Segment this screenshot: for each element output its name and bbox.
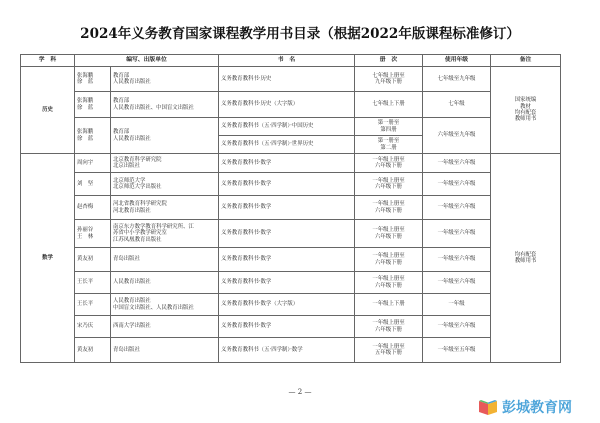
- table-row: [21, 272, 561, 294]
- book-cell: 义务教育教科书·数学: [219, 316, 355, 338]
- author-cell: 黄友初: [75, 248, 111, 272]
- grade-cell: 一年级至六年级: [423, 154, 491, 173]
- table-row: [21, 118, 561, 136]
- book-icon: [477, 397, 499, 417]
- note-history: 国家统编 教材 均有配套 教师用书: [491, 67, 561, 154]
- document-title: 2024年义务教育国家课程教学用书目录（根据2022年版课程标准修订）: [80, 26, 520, 42]
- grade-cell: 七年级: [423, 92, 491, 118]
- subject-history: 历史: [21, 67, 75, 154]
- header-volume: 册 次: [355, 55, 423, 67]
- grade-cell: 一年级至六年级: [423, 173, 491, 196]
- book-cell: 义务教育教科书·数学: [219, 248, 355, 272]
- volume-cell: 一年级上册至 五年级下册: [355, 338, 423, 363]
- table-row: [21, 220, 561, 248]
- publisher-cell: 青岛出版社: [111, 248, 219, 272]
- publisher-cell: 人民教育出版社: [111, 272, 219, 294]
- book-cell: 义务教育教科书（五·四学制）·世界历史: [219, 136, 355, 154]
- author-cell: 刘 坚: [75, 173, 111, 196]
- book-cell: 义务教育教科书·数学: [219, 196, 355, 220]
- book-cell: 义务教育教科书·数学（大字版）: [219, 294, 355, 316]
- header-editor: 编写、出版单位: [75, 55, 219, 67]
- grade-cell: 一年级: [423, 294, 491, 316]
- volume-cell: 一年级上册至 六年级下册: [355, 272, 423, 294]
- volume-cell: 一年级上册至 六年级下册: [355, 154, 423, 173]
- author-cell: 张海鹏 徐 蓝: [75, 67, 111, 92]
- book-cell: 义务教育教科书·历史: [219, 67, 355, 92]
- publisher-cell: 西南大学出版社: [111, 316, 219, 338]
- watermark-logo: [477, 394, 597, 420]
- publisher-cell: 北京教育科学研究院 北京出版社: [111, 154, 219, 173]
- grade-cell: 一年级至六年级: [423, 248, 491, 272]
- table-row: [21, 92, 561, 118]
- author-cell: 孙丽谷 王 林: [75, 220, 111, 248]
- watermark-text: 彭城教育网: [502, 400, 572, 416]
- header-grade: 使用年级: [423, 55, 491, 67]
- volume-cell: 第一册至 第四册: [355, 118, 423, 136]
- grade-cell: 七年级至九年级: [423, 67, 491, 92]
- volume-cell: 一年级上册至 六年级下册: [355, 220, 423, 248]
- table-row: [21, 338, 561, 363]
- volume-cell: 一年级上册至 六年级下册: [355, 316, 423, 338]
- grade-cell: 一年级至六年级: [423, 196, 491, 220]
- volume-cell: 七年级上册至 九年级下册: [355, 67, 423, 92]
- book-cell: 义务教育教科书（五·四学制）·中国历史: [219, 118, 355, 136]
- table-row: [21, 294, 561, 316]
- book-cell: 义务教育教科书·数学: [219, 173, 355, 196]
- table-row: [21, 67, 561, 92]
- publisher-cell: 青岛出版社: [111, 338, 219, 363]
- publisher-cell: 教育部 人民教育出版社: [111, 118, 219, 154]
- author-cell: 张海鹏 徐 蓝: [75, 118, 111, 154]
- subject-math: 数学: [21, 154, 75, 363]
- volume-cell: 七年级上下册: [355, 92, 423, 118]
- author-cell: 宋乃庆: [75, 316, 111, 338]
- book-cell: 义务教育教科书·数学: [219, 272, 355, 294]
- grade-cell: 一年级至六年级: [423, 272, 491, 294]
- book-cell: 义务教育教科书·数学: [219, 154, 355, 173]
- table-row: [21, 196, 561, 220]
- author-cell: 黄友初: [75, 338, 111, 363]
- table-row: [21, 173, 561, 196]
- table-row: [21, 154, 561, 173]
- table-header-row: [21, 55, 561, 67]
- author-cell: 王长平: [75, 294, 111, 316]
- book-cell: 义务教育教科书·数学: [219, 220, 355, 248]
- header-subject: 学 科: [21, 55, 75, 67]
- table-row: [21, 316, 561, 338]
- author-cell: 周向宇: [75, 154, 111, 173]
- header-book: 书 名: [219, 55, 355, 67]
- publisher-cell: 教育部 人民教育出版社、中国盲文出版社: [111, 92, 219, 118]
- header-note: 备注: [491, 55, 561, 67]
- volume-cell: 一年级上下册: [355, 294, 423, 316]
- publisher-cell: 人民教育出版社 中国盲文出版社、人民教育出版社: [111, 294, 219, 316]
- publisher-cell: 北京师范大学 北京师范大学出版社: [111, 173, 219, 196]
- grade-cell: 六年级至九年级: [423, 118, 491, 154]
- grade-cell: 一年级至五年级: [423, 338, 491, 363]
- publisher-cell: 河北省教育科学研究院 河北教育出版社: [111, 196, 219, 220]
- volume-cell: 一年级上册至 六年级下册: [355, 248, 423, 272]
- page-number: — 2 —: [288, 388, 312, 396]
- grade-cell: 一年级至六年级: [423, 220, 491, 248]
- publisher-cell: 南京东方数学教育科学研究所、江 苏省中小学教学研究室 江苏凤凰教育出版社: [111, 220, 219, 248]
- author-cell: 王长平: [75, 272, 111, 294]
- book-cell: 义务教育教科书（五·四学制）·数学: [219, 338, 355, 363]
- author-cell: 赵杏梅: [75, 196, 111, 220]
- note-math: 均有配套 教师用书: [491, 154, 561, 363]
- table-row: [21, 248, 561, 272]
- book-cell: 义务教育教科书·历史（大字版）: [219, 92, 355, 118]
- volume-cell: 一年级上册至 六年级下册: [355, 173, 423, 196]
- publisher-cell: 教育部 人民教育出版社: [111, 67, 219, 92]
- volume-cell: 一年级上册至 六年级下册: [355, 196, 423, 220]
- author-cell: 张海鹏 徐 蓝: [75, 92, 111, 118]
- grade-cell: 一年级至六年级: [423, 316, 491, 338]
- catalog-table: [20, 54, 561, 363]
- volume-cell: 第一册至 第二册: [355, 136, 423, 154]
